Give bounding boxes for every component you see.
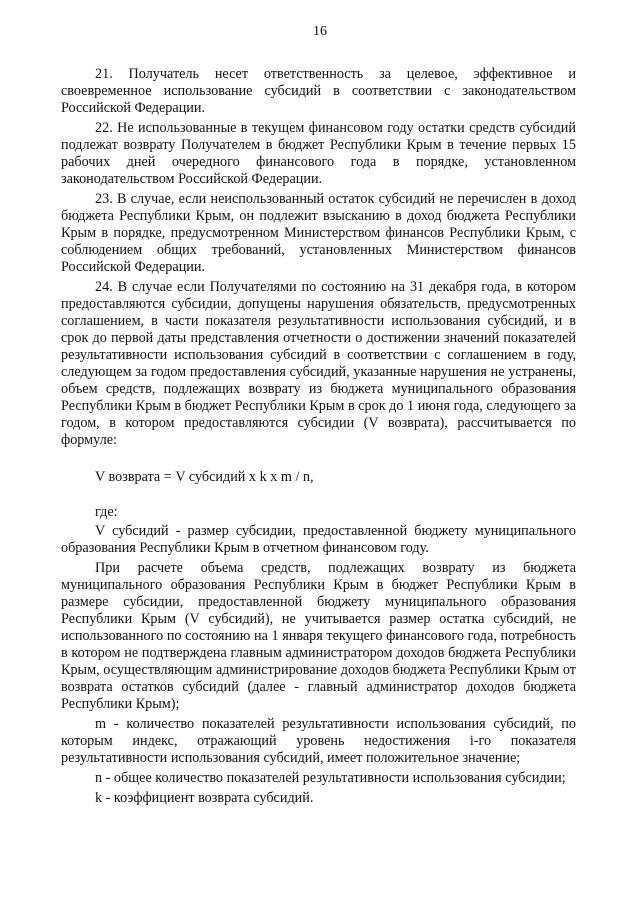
paragraph-23: 23. В случае, если неиспользованный остаток субсидий не перечислен в доход бюджета Республики Крым, он подлежит взысканию в доход бюджета Республики Крым в порядке, предусмотренном Министерством финансов Республики Крым, с соблюдением общих требований, установленных Министерством финансов Российской Федерации. [61,191,576,275]
paragraph-22: 22. Не использованные в текущем финансовом году остатки средств субсидий подлежат возврату Получателем в бюджет Республики Крым в течение первых 15 рабочих дней очередного финансового года в порядке, установленном законодательством Российской Федерации. [61,120,576,187]
paragraph-24: 24. В случае если Получателями по состоянию на 31 декабря года, в котором предоставляются субсидии, допущены нарушения обязательств, предусмотренных соглашением, в части показателя результативности использования субсидий, и в срок до первой даты представления отчетности о достижении значений показателей результативности использования субсидий в соответствии с соглашением в году, следующем за годом предоставления субсидий, указанные нарушения не устранены, объем средств, подлежащих возврату из бюджета муниципального образования Республики Крым в бюджет Республики Крым в срок до 1 июня года, следующего за годом, в котором предоставляются субсидии (V возврата), рассчитывается по формуле: [61,279,576,448]
formula: V возврата = V субсидий x k x m / n, [95,469,314,485]
calculation-note: При расчете объема средств, подлежащих возврату из бюджета муниципального образования Республики Крым в бюджет Республики Крым в размере субсидии, предоставленной бюджету муниципального образования Республики Крым (V субсидий), не учитывается размер остатка субсидий, не использованного по состоянию на 1 января текущего финансового года, потребность в котором не подтверждена главным администратором доходов бюджета Республики Крым, осуществляющим администрирование доходов бюджета Республики Крым от возврата остатков субсидий (далее - главный администратор доходов бюджета Республики Крым); [61,560,576,712]
definition-v-subsidies: V субсидий - размер субсидии, предоставленной бюджету муниципального образования Республики Крым в отчетном финансовом году. [61,523,576,556]
page-number: 16 [313,24,327,39]
definition-k: k - коэффициент возврата субсидий. [95,790,314,806]
paragraph-21: 21. Получатель несет ответственность за целевое, эффективное и своевременное использование субсидий в соответствии с законодательством Российской Федерации. [61,66,576,116]
where-label: где: [95,504,118,520]
definition-m: m - количество показателей результативности использования субсидий, по которым индекс, отражающий уровень недостижения i-го показателя результативности использования субсидий, имеет положительное значение; [61,716,576,766]
document-body [61,66,576,807]
definition-n: n - общее количество показателей результативности использования субсидии; [95,770,566,786]
